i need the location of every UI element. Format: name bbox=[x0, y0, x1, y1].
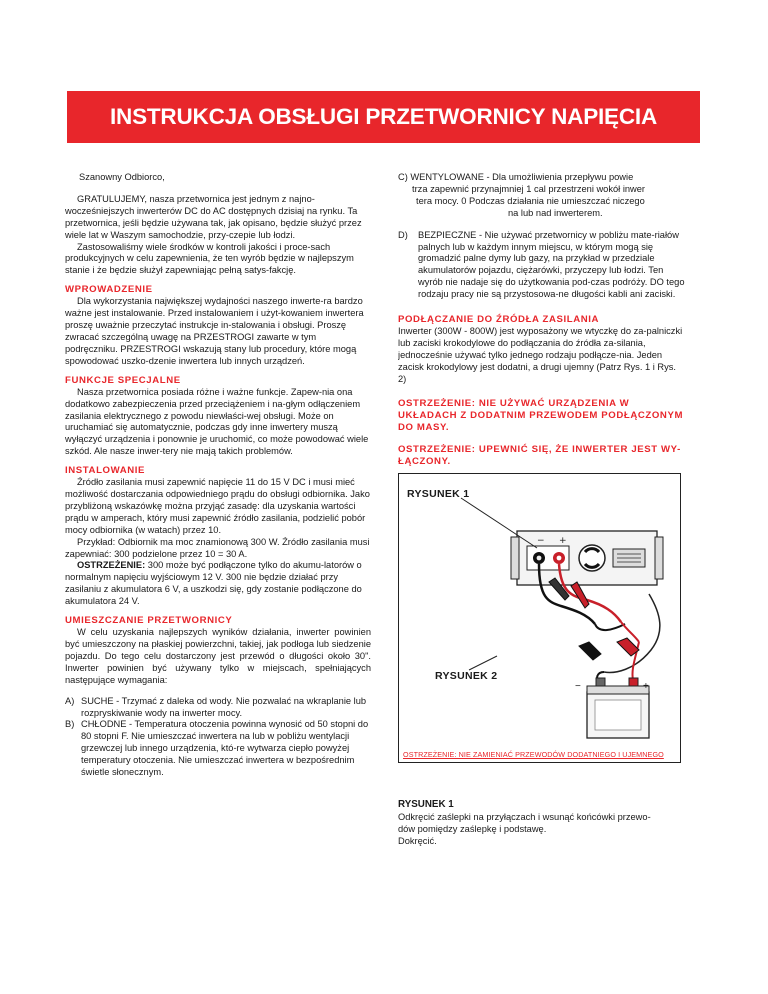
section-text-power-connection: Inwerter (300W - 800W) jest wyposażony we wtyczkę do za-palniczki lub zaciski krokodylowe do podłączania do źródła za-silania, jednocześnie używać tylko jednego rodzaju podłącze-nia. Jeden zacisk krokodylowy jest dodatni, a drugi ujemny (Patrz Rys. 1 i Rys. 2) bbox=[398, 326, 683, 384]
requirement-item-c bbox=[398, 172, 686, 220]
item-b-text: CHŁODNE - Temperatura otoczenia powinna wynosić od 50 stopni do 80 stopni F. Nie umieszczać inwertera na lub w pobliżu wentylacji grzewczej lub innego urządzenia, któ-re wytwarza ciepło powyżej temperatury otoczenia. Nie umieszczać inwertera w bezpośrednim świetle słonecznym. bbox=[81, 719, 369, 778]
clamp-illustration bbox=[549, 578, 639, 660]
figure-1-line-2: dów pomiędzy zaślepkę i podstawę. bbox=[398, 824, 547, 834]
warning-ground: OSTRZEŻENIE: NIE UŻYWAĆ URZĄDZENIA W UKŁADACH Z DODATNIM PRZEWODEM PODŁĄCZONYM DO MASY. bbox=[398, 397, 684, 433]
item-a-label: A) bbox=[65, 695, 75, 706]
figure-1-line-1: Odkręcić zaślepki na przyłączach i wsunąć końcówki przewo- bbox=[398, 812, 651, 822]
intro-paragraph-2: Zastosowaliśmy wiele środków w kontroli jakości i proce-sach produkcyjnych w celu zapewnienia, że ten wyrób będzie w najlepszym stanie i że będzie służył zapewniając pełną satys-fakcję. bbox=[65, 241, 354, 276]
item-c-line-3: tera mocy. 0 Podczas działania nie umieszczać niczego bbox=[416, 195, 645, 206]
figure-box bbox=[398, 473, 681, 763]
inverter-diagram bbox=[399, 474, 680, 762]
requirement-item-d bbox=[398, 230, 686, 301]
section-text-special-functions: Nasza przetwornica posiada różne i ważne funkcje. Zapew-nia ona dodatkowo zabezpieczenia przed przeciążeniem i na-głym odłączeniem zasilania elektrycznego z powodu niewłaści-wej obsługi. Może on uruchamiać się automatycznie, podczas gdy inne inwertery muszą wyłączyć urządzenia i ponownie je uruchomić, co może powodować wiele szkód. Ale nasze inwer-tery nie mają takich problemów. bbox=[65, 386, 369, 457]
greeting: Szanowny Odbiorco, bbox=[79, 172, 165, 182]
figure-1-instructions bbox=[398, 799, 690, 847]
section-title-installation: INSTALOWANIE bbox=[65, 465, 146, 477]
battery-plus-sign: + bbox=[643, 681, 649, 692]
item-d-label: D) bbox=[398, 229, 408, 240]
installation-warning bbox=[65, 560, 371, 608]
figure-label-1: RYSUNEK 1 bbox=[407, 488, 470, 500]
item-c-line-1: C) WENTYLOWANE - Dla umożliwienia przepływu powie bbox=[398, 172, 634, 182]
title-banner bbox=[67, 91, 700, 143]
section-text-introduction: Dla wykorzystania największej wydajności naszego inwerte-ra bardzo ważne jest instalowanie. Przed instalowaniem i użyt-kowaniem inwertera proszę uważnie przeczytać instrukcje in-stalowania i obsługi. Proszę zwracać szczególną uwagę na PRZESTROGI zawarte w tym podręczniku. PRZESTROGI wskazują stany lub procedury, które mogą spowodować uszko-dzenie inwertera lub innych urządzeń. bbox=[65, 296, 364, 366]
svg-text:−: − bbox=[537, 536, 545, 546]
intro-paragraph-1: GRATULUJEMY, nasza przetwornica jest jednym z najno-wocześniejszych inwerterów DC do AC dostępnych dzisiaj na rynku. Ta przetwornica, jeśli będzie używana tak, jak opisano, będzie służyć przez wiele lat w Waszym samochodzie, przy-czepie lub łodzi. bbox=[65, 193, 362, 240]
figure-warning: OSTRZEŻENIE: NIE ZAMIENIAĆ PRZEWODÓW DODATNIEGO I UJEMNEGO bbox=[403, 750, 664, 759]
figure-1-title: RYSUNEK 1 bbox=[398, 799, 454, 810]
item-c-line-2: trza zapewnić przynajmniej 1 cal przestrzeni wokół inwer bbox=[412, 183, 646, 194]
section-title-introduction: WPROWADZENIE bbox=[65, 284, 153, 296]
item-d-text: BEZPIECZNE - Nie używać przetwornicy w pobliżu mate-riałów palnych lub w każdym innym miejscu, w którym mogą się gromadzić palne dymy lub gazy, na przykład w przedziale akumulatorów pojazdu, ciężarówki, przyczepy lub łodzi. Ten wyrób nie nadaje się do użytkowania pod-czas podróży. DO tego rodzaju pracy nie są przystosowa-ne długości kabli ani zaciski. bbox=[418, 229, 685, 300]
figure-label-2: RYSUNEK 2 bbox=[435, 670, 498, 682]
section-title-special-functions: FUNKCJE SPECJALNE bbox=[65, 374, 181, 386]
item-c-line-4: na lub nad inwerterem. bbox=[508, 207, 603, 218]
installation-paragraph-1: Źródło zasilania musi zapewnić napięcie 11 do 15 V DC i musi mieć możliwość dostarczania odpowiedniego prądu do obsługi odbiornika. Jako przybliżoną wskazówkę można przyjąć zasadę: dla uzyskania wartości prądu w amperach, który musi zapewnić źródło zasilania, podzielić pobór mocy odbiornika (w watach) przez 10. bbox=[65, 477, 370, 535]
section-title-placement: UMIESZCZANIE PRZETWORNICY bbox=[65, 615, 233, 627]
svg-text:+: + bbox=[559, 536, 567, 546]
section-text-placement: W celu uzyskania najlepszych wyników działania, inwerter powinien być umieszczony na płaskiej powierzchni, takiej, jak podłoga lub siedzenie pojazdu. Do tego celu dostarczony jest przewód o długości około 30". Inwerter powinien być używany tylko w miejscach, spełniających następujące wymagania: bbox=[65, 627, 371, 685]
battery-minus-sign: − bbox=[575, 681, 581, 692]
requirement-item-a bbox=[65, 696, 371, 720]
inverter-illustration bbox=[511, 531, 663, 585]
section-title-power-connection: PODŁĄCZANIE DO ŹRÓDŁA ZASILANIA bbox=[398, 314, 600, 326]
battery-illustration bbox=[587, 678, 649, 738]
warning-switched-off: OSTRZEŻENIE: UPEWNIĆ SIĘ, ŻE INWERTER JEST WY-ŁĄCZONY. bbox=[398, 443, 681, 467]
figure-1-line-3: Dokręcić. bbox=[398, 836, 437, 846]
installation-paragraph-2: Przykład: Odbiornik ma moc znamionową 300 W. Źródło zasilania musi zapewniać: 300 podzielone przez 10 = 30 A. bbox=[65, 536, 370, 559]
requirement-item-b bbox=[65, 719, 371, 779]
installation-warning-label: OSTRZEŻENIE: bbox=[77, 560, 146, 571]
item-a-text: SUCHE - Trzymać z daleka od wody. Nie pozwalać na wkraplanie lub rozpryskiwanie wody na inwerter mocy. bbox=[81, 695, 367, 718]
left-column bbox=[65, 172, 371, 779]
installation-warning-text: 300 może być podłączone tylko do akumu-latorów o normalnym napięciu wyjściowym 12 V. 300 nie będzie działać przy zasilaniu z akumulatora 6 V, a uszkodzi się, gdy zostanie podłączone do akumulatora 24 V. bbox=[65, 560, 362, 607]
item-b-label: B) bbox=[65, 719, 75, 730]
right-column bbox=[398, 172, 686, 468]
page-title: INSTRUKCJA OBSŁUGI PRZETWORNICY NAPIĘCIA bbox=[109, 104, 658, 129]
